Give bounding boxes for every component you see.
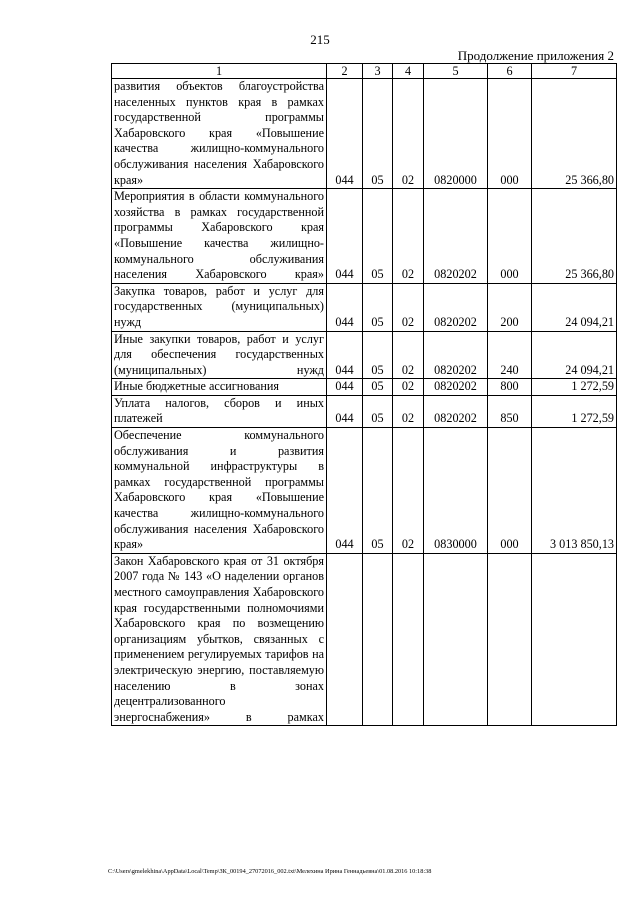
- row-col-4: 02: [393, 189, 424, 284]
- row-col-5: [424, 553, 488, 726]
- header-row: [112, 64, 617, 79]
- row-name: Закон Хабаровского края от 31 октября 2007 года № 143 «О наделении органов местного самоуправления Хабаровского края государственными полномочиями Хабаровского края по возмещению организациям убытков, связанных с применением регулируемых тарифов на электрическую энергию, поставляемую населению в зонах децентрализованного энергоснабжения» в рамках: [112, 553, 327, 726]
- row-col-6: 000: [488, 189, 532, 284]
- continuation-label: Продолжение приложения 2: [457, 48, 614, 63]
- row-col-2: 044: [327, 428, 363, 554]
- row-col-6: [488, 553, 532, 726]
- row-col-3: 05: [363, 79, 393, 189]
- row-col-4: 02: [393, 79, 424, 189]
- row-col-2: 044: [327, 379, 363, 396]
- row-name: Обеспечение коммунального обслуживания и развития коммунальной инфраструктуры в рамках государственной программы Хабаровского края «Повышение качества жилищно-коммунального обслуживания населения Хабаровского края»: [112, 428, 327, 554]
- row-col-6: 000: [488, 428, 532, 554]
- table-row: [112, 428, 617, 554]
- row-col-5: 0820202: [424, 189, 488, 284]
- row-col-4: 02: [393, 379, 424, 396]
- file-path-footer: C:\Users\gmelekhina\AppData\Local\Temp\ЗК_00194_27072016_002.txt\Мелехина Ирина Геннадьевна\01.08.2016 10:18:38: [108, 868, 432, 875]
- row-col-7: 24 094,21: [532, 283, 617, 331]
- row-col-5: 0820202: [424, 395, 488, 427]
- row-col-3: 05: [363, 395, 393, 427]
- row-col-4: 02: [393, 395, 424, 427]
- table-row: [112, 379, 617, 396]
- header-col-5: 5: [424, 64, 488, 79]
- row-col-3: 05: [363, 189, 393, 284]
- row-col-5: 0830000: [424, 428, 488, 554]
- row-col-7: 1 272,59: [532, 379, 617, 396]
- row-col-2: 044: [327, 79, 363, 189]
- budget-table: [111, 63, 617, 726]
- header-col-3: 3: [363, 64, 393, 79]
- row-name: Закупка товаров, работ и услуг для государственных (муниципальных) нужд: [112, 283, 327, 331]
- table-row: [112, 331, 617, 379]
- row-col-2: 044: [327, 283, 363, 331]
- row-col-7: 1 272,59: [532, 395, 617, 427]
- row-col-5: 0820202: [424, 331, 488, 379]
- header-col-4: 4: [393, 64, 424, 79]
- row-col-2: 044: [327, 189, 363, 284]
- row-col-6: 000: [488, 79, 532, 189]
- row-col-7: [532, 553, 617, 726]
- row-col-6: 200: [488, 283, 532, 331]
- row-col-2: [327, 553, 363, 726]
- table-row: [112, 553, 617, 726]
- page-number: 215: [310, 32, 330, 47]
- row-col-3: 05: [363, 379, 393, 396]
- row-col-6: 850: [488, 395, 532, 427]
- header-col-1: 1: [112, 64, 327, 79]
- row-col-2: 044: [327, 395, 363, 427]
- row-col-6: 240: [488, 331, 532, 379]
- row-col-6: 800: [488, 379, 532, 396]
- row-name: Уплата налогов, сборов и иных платежей: [112, 395, 327, 427]
- table-row: [112, 79, 617, 189]
- row-name: Иные закупки товаров, работ и услуг для обеспечения государственных (муниципальных) нужд: [112, 331, 327, 379]
- row-col-4: 02: [393, 428, 424, 554]
- table-row: [112, 283, 617, 331]
- row-name: Мероприятия в области коммунального хозяйства в рамках государственной программы Хабаровского края «Повышение качества жилищно-коммунального обслуживания населения Хабаровского края»: [112, 189, 327, 284]
- header-col-2: 2: [327, 64, 363, 79]
- row-col-2: 044: [327, 331, 363, 379]
- row-col-4: 02: [393, 283, 424, 331]
- table-row: [112, 189, 617, 284]
- row-col-3: 05: [363, 331, 393, 379]
- row-col-4: 02: [393, 331, 424, 379]
- row-name: Иные бюджетные ассигнования: [112, 379, 327, 396]
- row-col-3: 05: [363, 428, 393, 554]
- row-col-7: 25 366,80: [532, 79, 617, 189]
- table-row: [112, 395, 617, 427]
- row-col-5: 0820202: [424, 379, 488, 396]
- header-col-7: 7: [532, 64, 617, 79]
- row-col-7: 25 366,80: [532, 189, 617, 284]
- row-col-5: 0820202: [424, 283, 488, 331]
- row-col-5: 0820000: [424, 79, 488, 189]
- row-col-7: 3 013 850,13: [532, 428, 617, 554]
- row-col-3: [363, 553, 393, 726]
- header-col-6: 6: [488, 64, 532, 79]
- row-col-7: 24 094,21: [532, 331, 617, 379]
- row-col-3: 05: [363, 283, 393, 331]
- row-col-4: [393, 553, 424, 726]
- row-name: развития объектов благоустройства населенных пунктов края в рамках государственной программы Хабаровского края «Повышение качества жилищно-коммунального обслуживания населения Хабаровского края»: [112, 79, 327, 189]
